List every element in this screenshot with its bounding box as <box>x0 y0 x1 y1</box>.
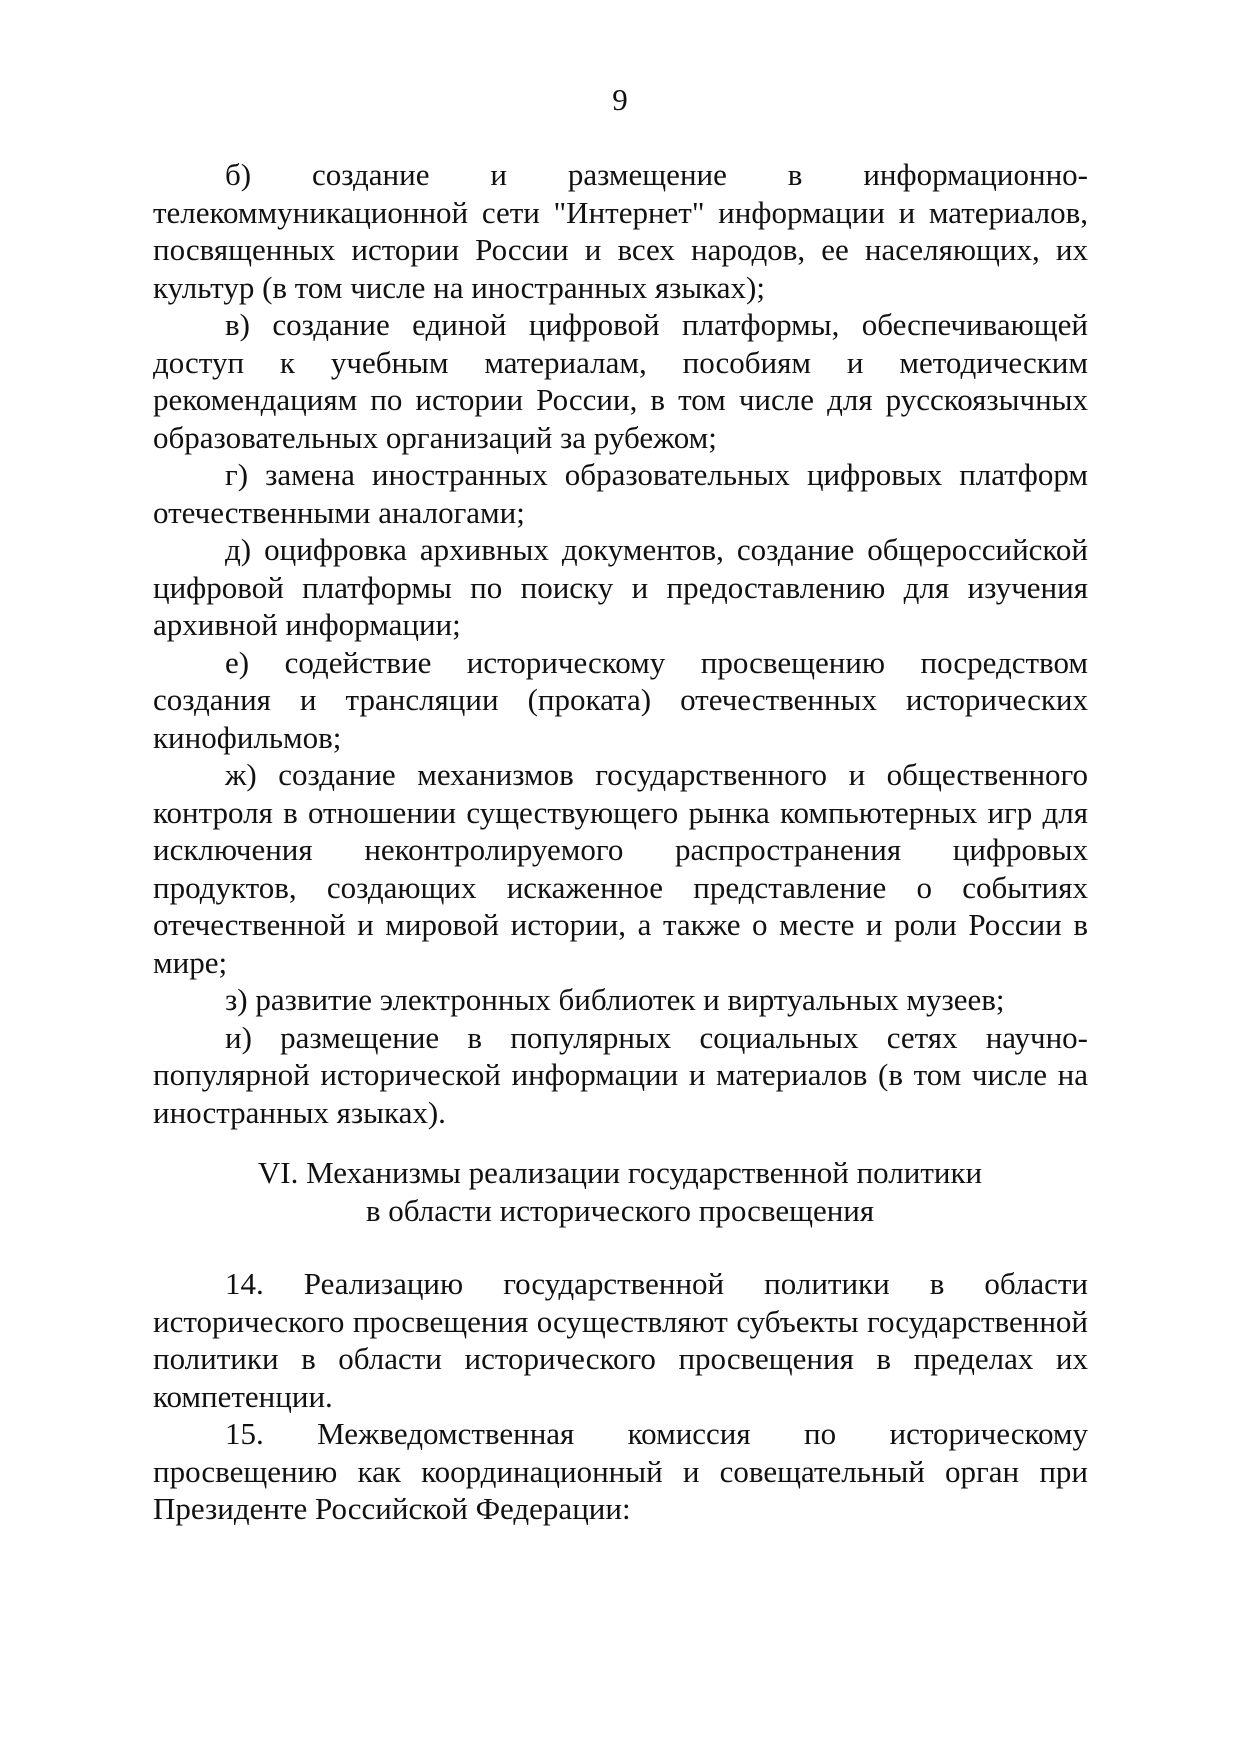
page-number: 9 <box>612 82 628 117</box>
clause <box>153 1415 1088 1528</box>
list-item <box>153 756 1088 981</box>
list-item <box>153 644 1088 757</box>
item-label: ж) <box>225 757 257 792</box>
clause-number: 14. <box>225 1266 264 1301</box>
clauses-section <box>153 1265 1088 1528</box>
item-text: создание и размещение в информационно-телекоммуникационной сети "Интернет" информации и материалов, посвященных истории России и всех народов, ее населяющих, их культур (в том числе на иностранных языках); <box>153 157 1088 305</box>
section-heading-line-1: VI. Механизмы реализации государственной политики <box>257 1155 983 1190</box>
section-heading-line-2: в области исторического просвещения <box>365 1193 875 1228</box>
item-label: и) <box>225 1019 252 1055</box>
list-item <box>153 156 1088 306</box>
list-item <box>153 981 1088 1019</box>
item-label: б) <box>225 157 252 192</box>
item-label: д) <box>225 532 252 567</box>
item-text: создание механизмов государственного и общественного контроля в отношении существующего рынка компьютерных игр для исключения неконтролируемого распространения цифровых продуктов, создающих искаженное представление о событиях отечественной и мировой истории, а также о месте и роли России в мире; <box>153 757 1088 980</box>
section-heading <box>0 1154 1240 1230</box>
list-item <box>153 531 1088 644</box>
item-text: развитие электронных библиотек и виртуальных музеев; <box>255 982 1005 1017</box>
item-label: в) <box>225 307 250 342</box>
clause-text: Реализацию государственной политики в области исторического просвещения осуществляют субъекты государственной политики в области исторического просвещения в пределах их компетенции. <box>153 1266 1089 1414</box>
item-label: е) <box>225 644 250 680</box>
clause-text: Межведомственная комиссия по историческому просвещению как координационный и совещательный орган при Президенте Российской Федерации: <box>153 1416 1088 1526</box>
list-section <box>153 156 1088 1131</box>
list-item <box>153 306 1088 456</box>
item-text: оцифровка архивных документов, создание общероссийской цифровой платформы по поиску и предоставлению для изучения архивной информации; <box>153 532 1089 642</box>
item-text: содействие историческому просвещению посредством создания и трансляции (проката) отечественных исторических кинофильмов; <box>153 644 1089 755</box>
item-label: з) <box>225 982 248 1017</box>
item-text: создание единой цифровой платформы, обеспечивающей доступ к учебным материалам, пособиям и методическим рекомендациям по истории России, в том числе для русскоязычных образовательных организаций за рубежом; <box>153 307 1088 455</box>
item-text: размещение в популярных социальных сетях научно-популярной исторической информации и материалов (в том числе на иностранных языках). <box>153 1019 1088 1130</box>
item-text: замена иностранных образовательных цифровых платформ отечественными аналогами; <box>153 457 1089 530</box>
clause-number: 15. <box>225 1416 264 1451</box>
clause <box>153 1265 1088 1415</box>
list-item <box>153 1019 1088 1132</box>
item-label: г) <box>225 457 249 492</box>
list-item <box>153 456 1088 531</box>
